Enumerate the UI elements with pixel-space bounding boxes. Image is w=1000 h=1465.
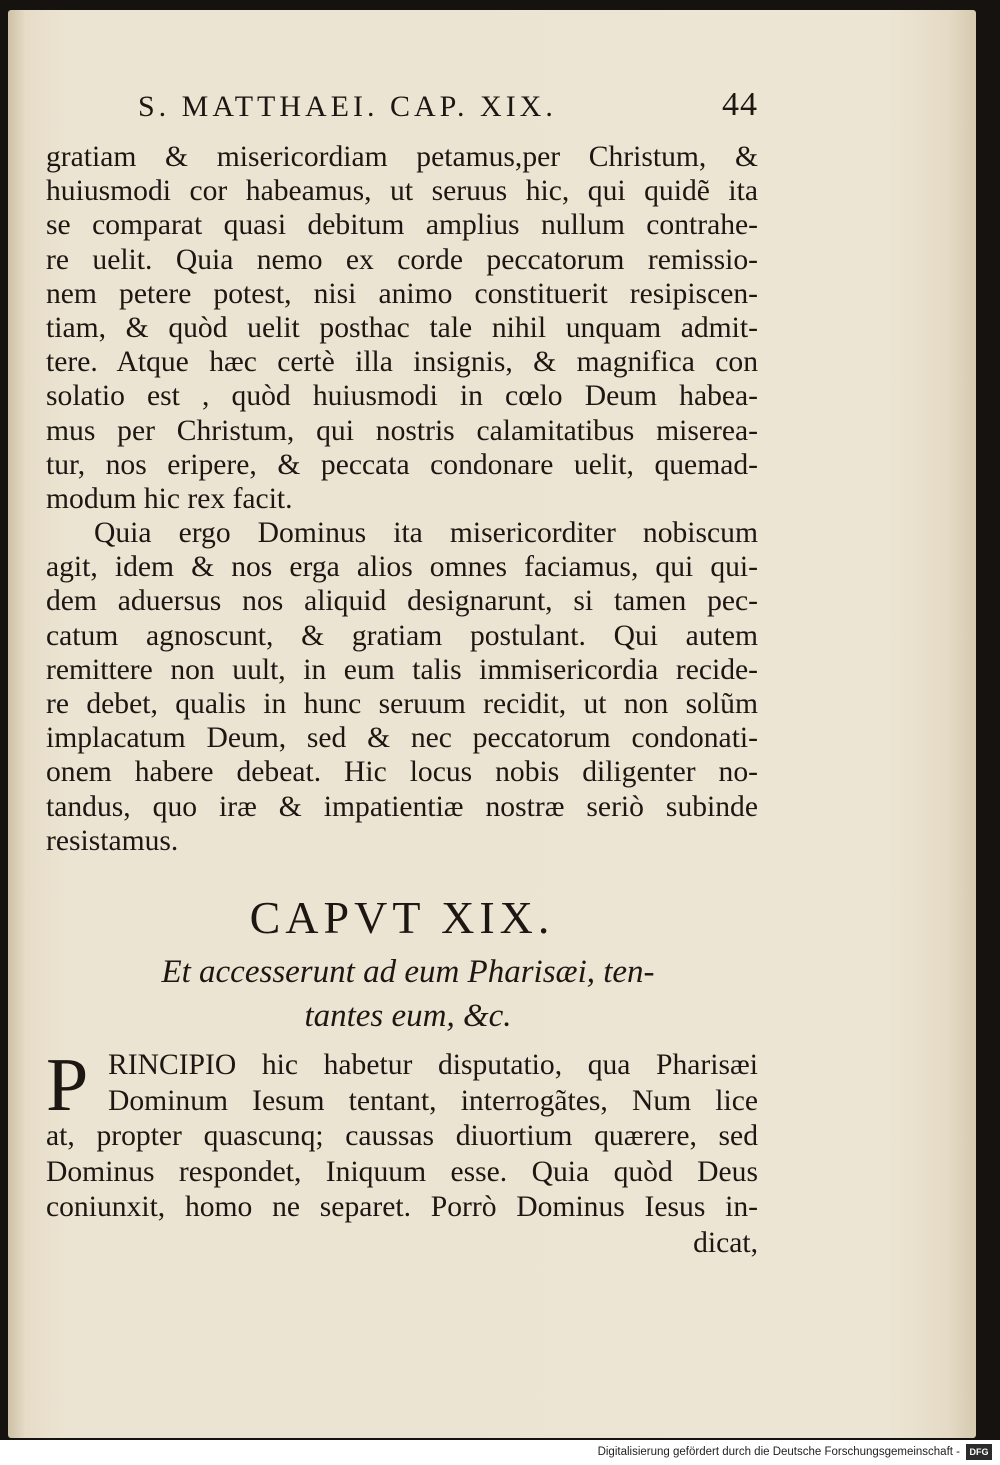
page-number: 44: [722, 86, 758, 123]
text-line: at, propter quascunq; caussas diuortium quærere, sed: [46, 1120, 758, 1152]
chapter-subtitle: [128, 950, 688, 1038]
dfg-logo: DFG: [966, 1444, 992, 1460]
text-line: Dominum Iesum tentant, interrogãtes, Num lice: [108, 1084, 758, 1117]
text-line: re debet, qualis in hunc seruum recidit, ut non solũm: [46, 688, 758, 720]
text-line: solatio est , quòd huiusmodi in cœlo Deum habea-: [46, 380, 758, 413]
paragraph-start-line: Quia ergo Dominus ita misericorditer nobiscum: [94, 517, 758, 550]
text-line: gratiam & misericordiam petamus,per Christum, &: [46, 141, 758, 173]
text-line: dem aduersus nos aliquid designarunt, si tamen pec-: [46, 585, 758, 618]
text-line: RINCIPIO hic habetur disputatio, qua Pharisæi: [108, 1049, 758, 1081]
chapter-subtitle-line: Et accesserunt ad eum Pharisæi, ten-: [161, 954, 655, 990]
text-line: implacatum Deum, sed & nec peccatorum condonati-: [46, 722, 758, 755]
chapter-title: CAPVT XIX.: [249, 892, 555, 943]
drop-cap: P: [46, 1043, 89, 1127]
text-line: tur, nos eripere, & peccata condonare uelit, quemad-: [46, 448, 758, 481]
funding-credit: Digitalisierung gefördert durch die Deutsche Forschungsgemeinschaft -: [597, 1446, 960, 1458]
text-line: onem habere debeat. Hic locus nobis diligenter no-: [46, 756, 758, 789]
book-page: [8, 10, 976, 1438]
chapter-subtitle-line: tantes eum, &c.: [304, 998, 512, 1034]
footer-bar: [0, 1440, 1000, 1465]
text-line: tandus, quo iræ & impatientiæ nostræ seriò subinde: [46, 790, 758, 823]
text-line: se comparat quasi debitum amplius nullum contrahe-: [46, 209, 758, 242]
text-line: catum agnoscunt, & gratiam postulant. Qui autem: [46, 619, 758, 652]
text-line: huiusmodi cor habeamus, ut seruus hic, qui quidẽ ita: [46, 175, 758, 208]
text-line: agit, idem & nos erga alios omnes faciamus, qui qui-: [46, 551, 758, 584]
text-line: coniunxit, homo ne separet. Porrò Dominus Iesus in-: [46, 1191, 758, 1223]
text-line: mus per Christum, qui nostris calamitatibus miserea-: [46, 414, 758, 447]
running-head: [138, 86, 758, 130]
text-line: tere. Atque hæc certè illa insignis, & magnifica con: [46, 346, 758, 379]
text-line: Dominus respondet, Iniquum esse. Quia quòd Deus: [46, 1155, 758, 1188]
text-line: modum hic rex facit.: [46, 482, 293, 515]
text-line: resistamus.: [46, 824, 179, 857]
chapter-opening-text: [46, 1043, 758, 1261]
catchword: dicat,: [693, 1226, 758, 1259]
text-line: nem petere potest, nisi animo constituerit resipiscen-: [46, 277, 758, 310]
text-line: re uelit. Quia nemo ex corde peccatorum remissio-: [46, 243, 758, 276]
text-line: tiam, & quòd uelit posthac tale nihil unquam admit-: [46, 311, 758, 344]
running-head-title: S. MATTHAEI. CAP. XIX.: [138, 90, 557, 123]
body-text: [46, 140, 758, 858]
text-line: remittere non uult, in eum talis immisericordia recide-: [46, 653, 758, 686]
